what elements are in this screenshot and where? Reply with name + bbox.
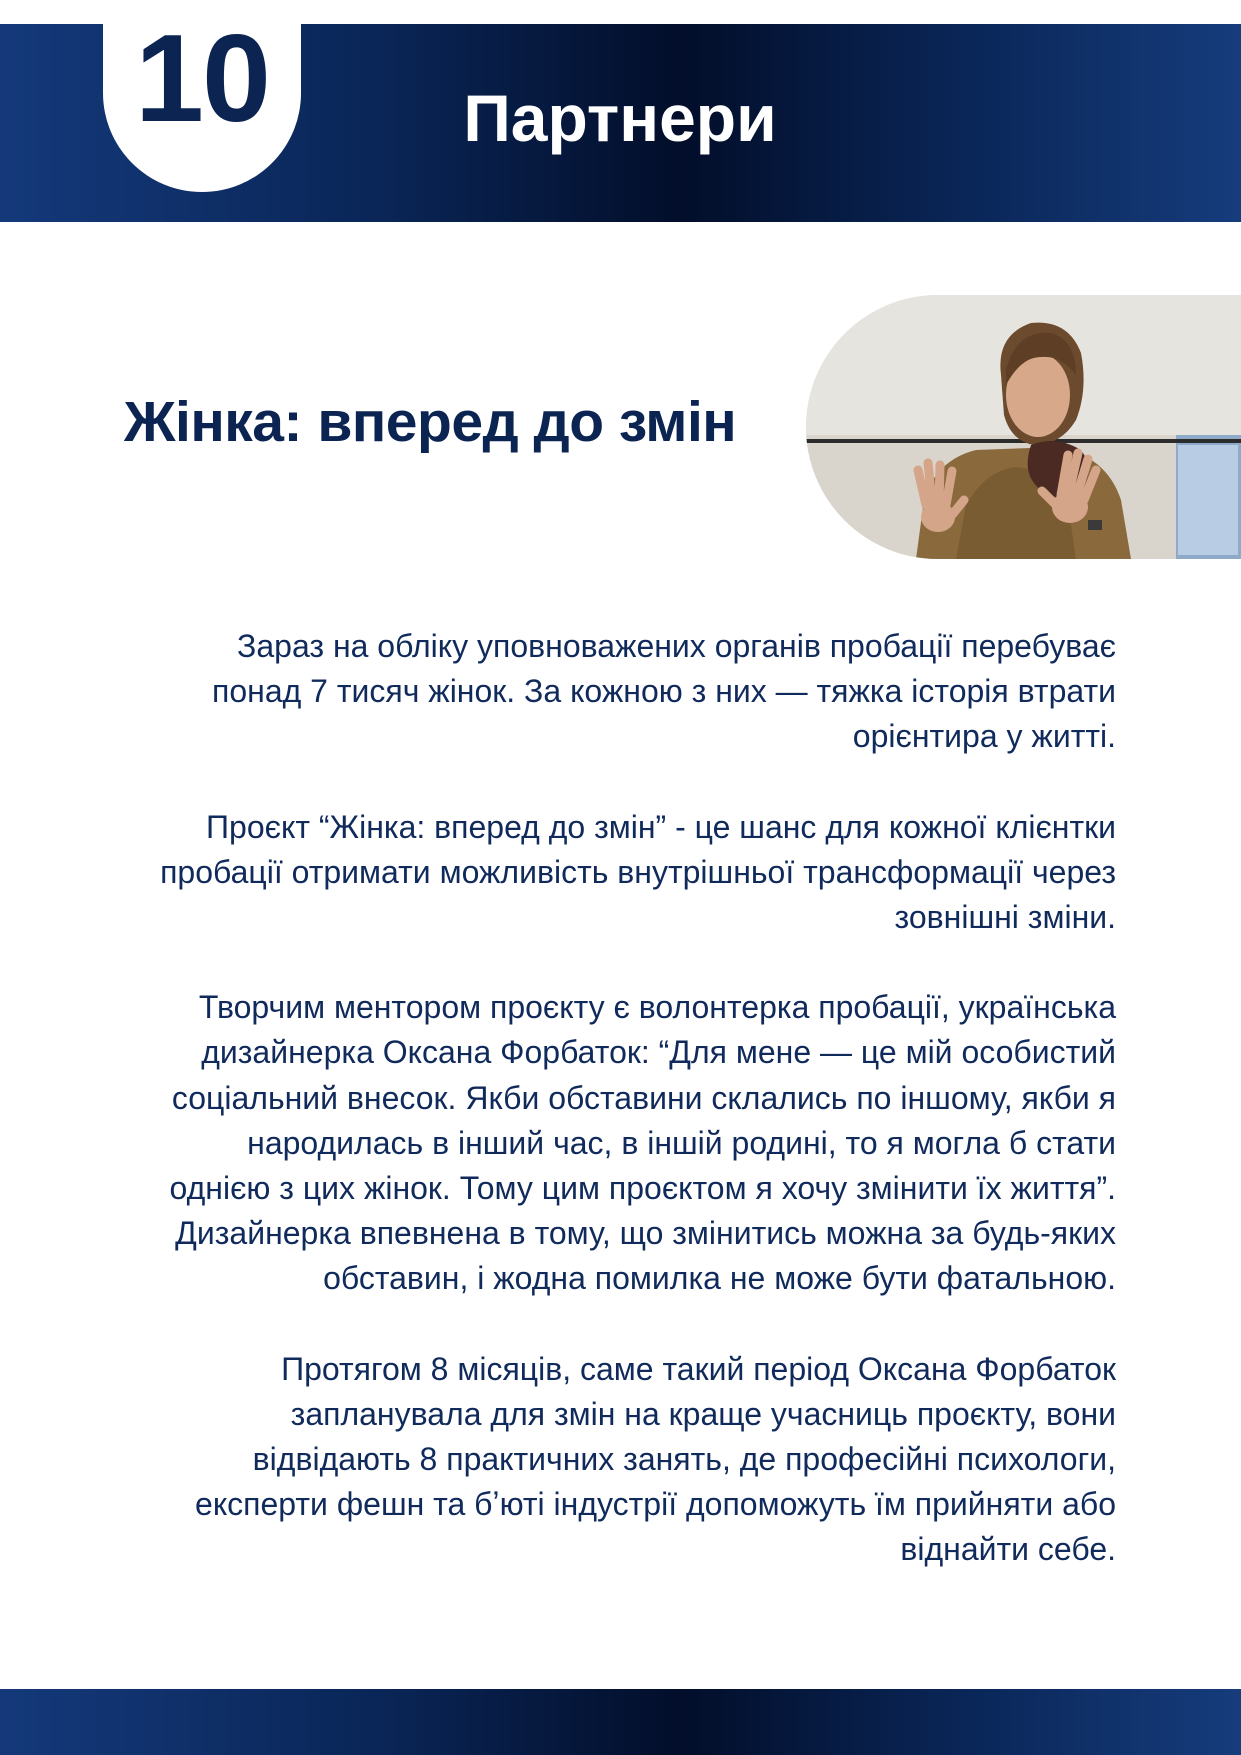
page-number: 10: [135, 10, 269, 148]
paragraph: Творчим ментором проєкту є волонтерка пробації, українська дизайнерка Оксана Форбаток: “Для мене — це мій особистий соціальний внесок. Якби обставини склались по іншому, якби я народилась в інший час, в іншій родині, то я могла б стати однією з цих жінок. Тому цим проєктом я хочу змінити їх життя”. Дизайнерка впевнена в тому, що змінитись можна за будь-яких обставин, і жодна помилка не може бути фатальною.: [169, 989, 1116, 1297]
paragraph: Протягом 8 місяців, саме такий період Оксана Форбаток запланувала для змін на краще учасниць проєкту, вони відвідають 8 практичних занять, де професійні психологи, експерти фешн та бʼюті індустрії допоможуть їм прийняти або віднайти себе.: [195, 1350, 1116, 1568]
paragraph: Проєкт “Жінка: вперед до змін” - це шанс для кожної клієнтки пробації отримати можливість внутрішньої трансформації через зовнішні зміни.: [160, 808, 1116, 936]
section-title: Партнери: [463, 81, 777, 155]
article-body: [140, 624, 1116, 1618]
paragraph: Зараз на обліку уповноважених органів пробації перебуває понад 7 тисяч жінок. За кожною з них — тяжка історія втрати орієнтира у житті.: [212, 628, 1116, 755]
article-title: Жінка: вперед до змін: [124, 390, 737, 454]
speaker-photo-illustration: [806, 295, 1241, 559]
footer-band: [0, 1689, 1241, 1755]
article-photo: [806, 295, 1241, 559]
